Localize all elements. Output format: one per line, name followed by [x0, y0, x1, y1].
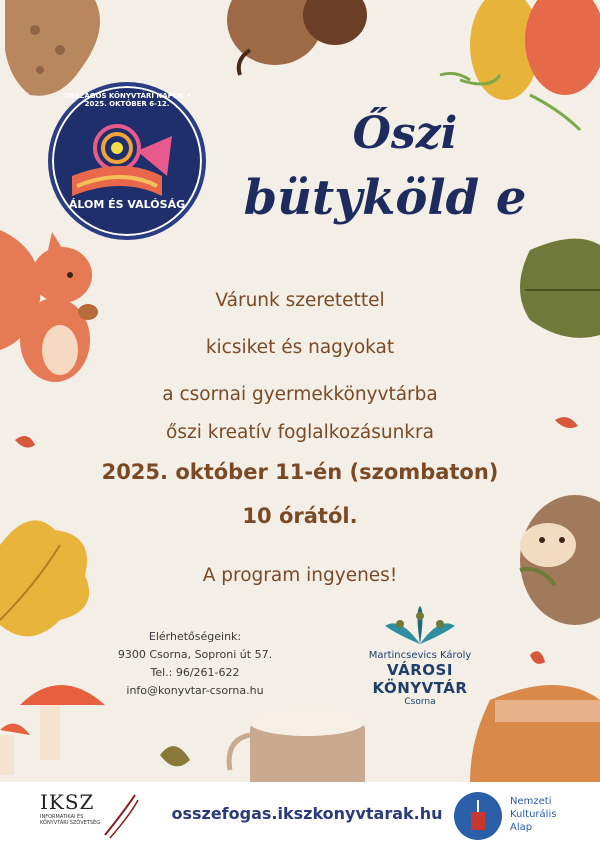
small-leaf-icon: [160, 746, 190, 766]
contact-heading: Elérhetőségeink:: [148, 630, 242, 643]
iksz-sub-2: KÖNYVTÁRI SZÖVETSÉG: [40, 820, 101, 826]
title-line-2: bütyköld e: [243, 170, 527, 226]
peacock-book-icon: [380, 606, 460, 646]
nka-text-2: Kulturális: [510, 809, 557, 820]
contact-address: 9300 Csorna, Soproni út 57.: [117, 648, 273, 661]
coffee-cup-icon: [229, 708, 365, 790]
website-link[interactable]: osszefogas.ikszkonyvtarak.hu: [171, 804, 443, 823]
badge-motto: ÁLOM ÉS VALÓSÁG: [68, 198, 186, 211]
iksz-logo-text: IKSZ: [40, 790, 95, 814]
nka-logo[interactable]: [452, 790, 600, 842]
free-note: A program ingyenes!: [202, 565, 398, 586]
nka-text-3: Alap: [510, 822, 533, 833]
nka-tree-icon: [452, 790, 504, 842]
library-name-line-2: VÁROSI KÖNYVTÁR: [372, 661, 468, 697]
badge-ring-text: ORSZÁGOS KÖNYVTÁRI NAPOK • 2025. OKTÓBER 6-12.: [62, 92, 192, 108]
library-name-line-1: Martincsevics Károly: [368, 650, 472, 661]
contact-email[interactable]: info@konyvtar-csorna.hu: [126, 684, 264, 697]
festival-badge: [48, 82, 206, 240]
invite-line-3: a csornai gyermekkönyvtárba: [162, 384, 438, 405]
green-leaf-icon: [520, 239, 600, 338]
iksz-logo[interactable]: [40, 790, 140, 840]
invite-line-1: Várunk szeretettel: [215, 290, 385, 311]
spiral-book-icon: [52, 86, 202, 236]
invite-line-2: kicsiket és nagyokat: [205, 337, 395, 358]
contact-block: [100, 628, 290, 700]
title-line-1: Őszi: [352, 108, 458, 159]
library-name-line-3: Csorna: [404, 697, 436, 707]
nka-text-1: Nemzeti: [510, 796, 552, 807]
event-time: 10 órától.: [242, 504, 358, 528]
event-date: 2025. október 11-én (szombaton): [101, 460, 499, 484]
small-leaf-icon: [530, 651, 545, 664]
mushroom-icon: [0, 685, 105, 775]
acorn-top-left-icon: [5, 0, 100, 96]
acorn-top-icon: [227, 0, 367, 75]
contact-phone: Tel.: 96/261-622: [150, 666, 240, 679]
library-logo: [340, 606, 500, 707]
invite-line-4: őszi kreatív foglalkozásunkra: [166, 422, 434, 443]
iksz-swoosh-icon: [100, 790, 140, 840]
iksz-sub-1: INFORMATIKAI ÉS: [40, 814, 84, 820]
footer-bar: [0, 782, 600, 848]
